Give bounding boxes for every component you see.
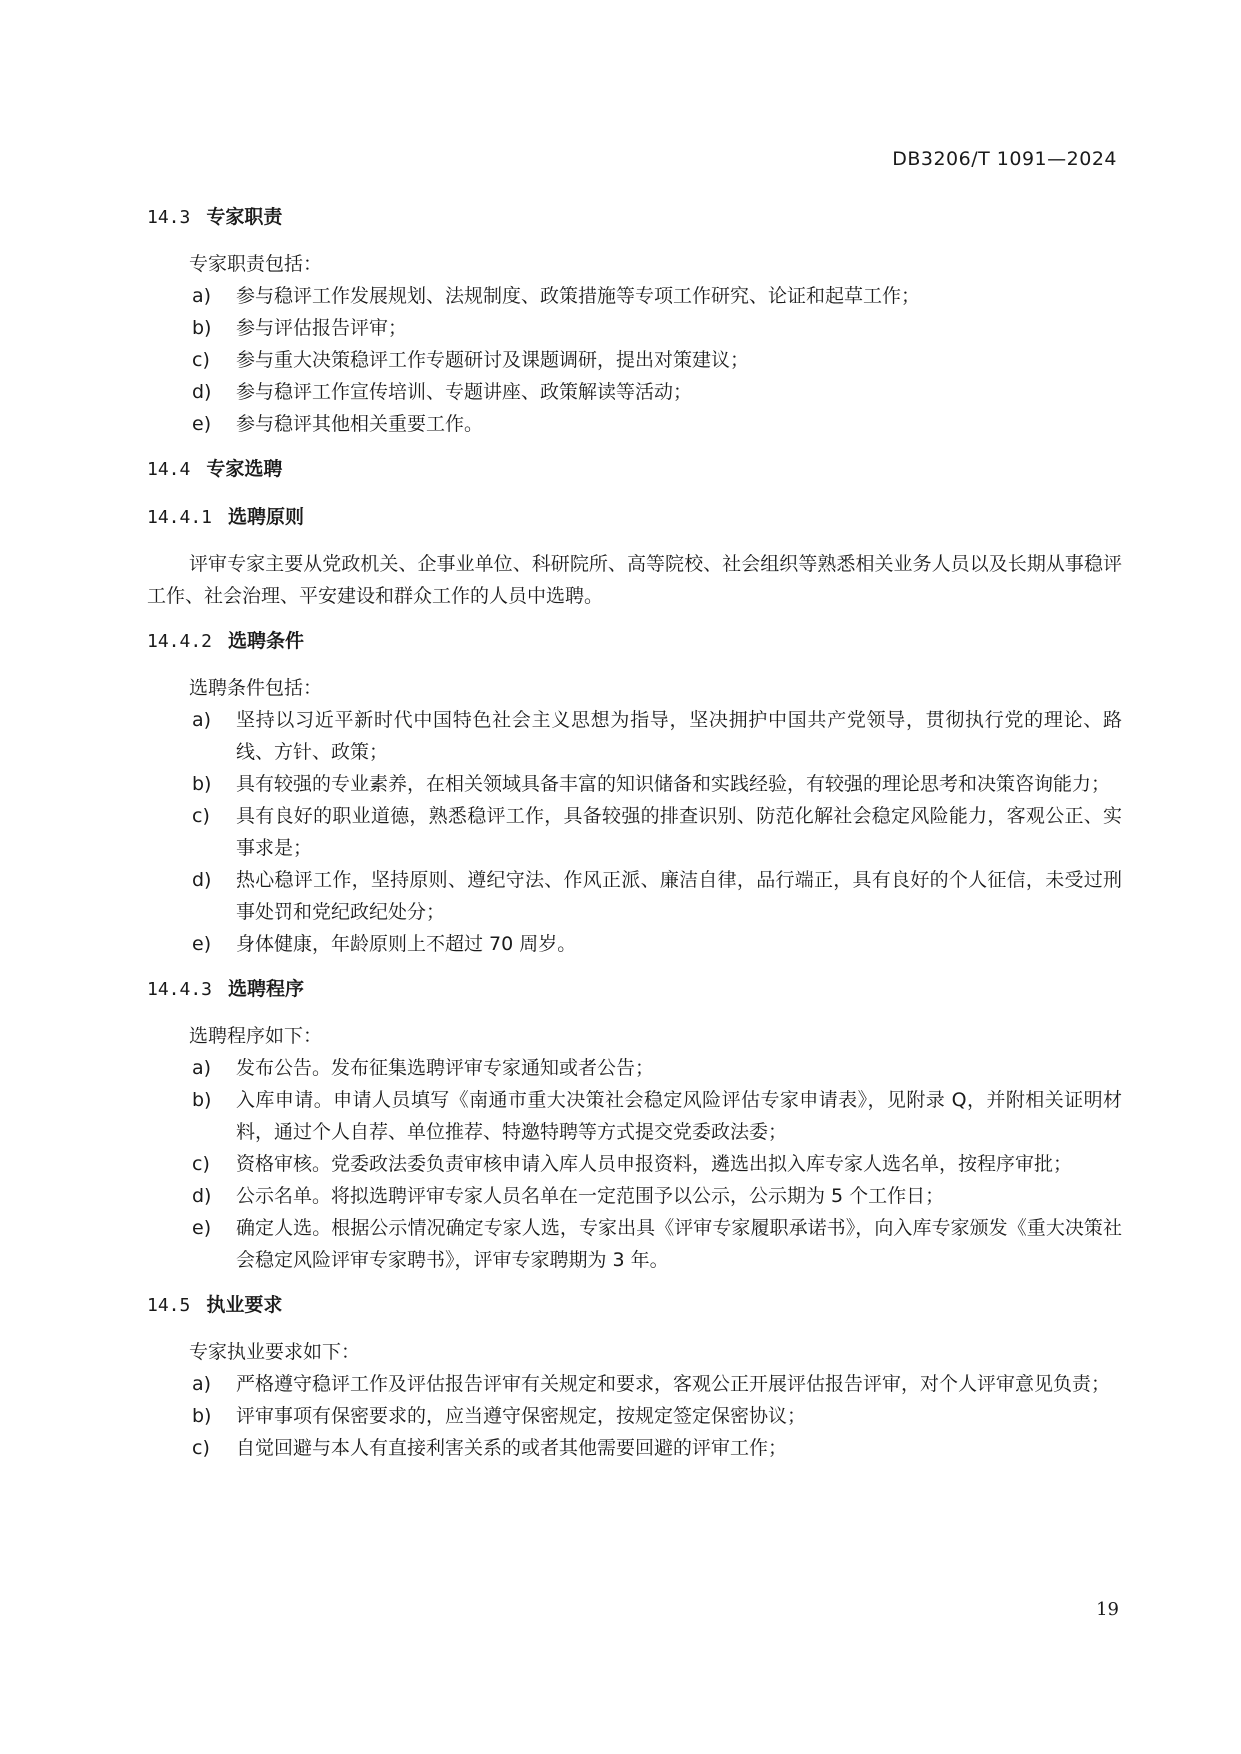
section-intro: 专家职责包括： [189,253,323,275]
list-text: 身体健康，年龄原则上不超过 70 周岁。 [236,933,577,955]
section-intro: 选聘程序如下： [189,1025,323,1047]
section-heading [147,452,1122,486]
list-marker: b) [192,317,212,339]
page-number: 19 [1096,1599,1119,1620]
list-text: 公示名单。将拟选聘评审专家人员名单在一定范围予以公示，公示期为 5 个工作日； [236,1185,945,1207]
list-marker: d) [192,869,212,891]
section-number: 14.3 [147,207,191,228]
section-heading [147,972,1122,1006]
list-text: 参与稳评其他相关重要工作。 [236,413,484,435]
list-item [147,864,1122,928]
list-item [147,1148,1122,1180]
list-marker: c) [192,1437,210,1459]
list-text: 参与评估报告评审； [236,317,408,339]
section-number: 14.5 [147,1295,191,1316]
list-item [147,704,1122,768]
section-14-4-2 [147,624,1122,960]
list-item [147,1180,1122,1212]
list-text: 严格遵守稳评工作及评估报告评审有关规定和要求，客观公正开展评估报告评审，对个人评审意见负责； [236,1373,1111,1395]
list-item [147,1212,1122,1276]
list-marker: a) [192,1057,212,1079]
list-item [147,1400,1122,1432]
section-heading [147,200,1122,234]
section-14-4 [147,452,1122,486]
list-marker: d) [192,381,212,403]
list-text: 热心稳评工作，坚持原则、遵纪守法、作风正派、廉洁自律，品行端正，具有良好的个人征信，未受过刑事处罚和党纪政纪处分； [236,869,1122,923]
list-text: 确定人选。根据公示情况确定专家人选，专家出具《评审专家履职承诺书》，向入库专家颁发《重大决策社会稳定风险评审专家聘书》，评审专家聘期为 3 年。 [236,1217,1122,1271]
list-item [147,1368,1122,1400]
section-title: 执业要求 [206,1294,283,1316]
document-code: DB3206/T 1091—2024 [892,148,1117,170]
list-marker: a) [192,709,212,731]
section-title: 选聘原则 [228,506,305,528]
list-text: 自觉回避与本人有直接利害关系的或者其他需要回避的评审工作； [236,1437,788,1459]
list-text: 参与稳评工作宣传培训、专题讲座、政策解读等活动； [236,381,693,403]
list-marker: e) [192,413,212,435]
section-paragraph: 评审专家主要从党政机关、企事业单位、科研院所、高等院校、社会组织等熟悉相关业务人员以及长期从事稳评工作、社会治理、平安建设和群众工作的人员中选聘。 [147,553,1122,607]
section-14-3 [147,200,1122,440]
list-text: 坚持以习近平新时代中国特色社会主义思想为指导，坚决拥护中国共产党领导，贯彻执行党的理论、路线、方针、政策； [236,709,1122,763]
list-marker: a) [192,1373,212,1395]
list-item [147,768,1122,800]
list-marker: c) [192,349,210,371]
document-body [147,200,1122,1476]
list-text: 评审事项有保密要求的，应当遵守保密规定，按规定签定保密协议； [236,1405,807,1427]
list-marker: c) [192,805,210,827]
section-title: 专家职责 [206,206,283,228]
list-item [147,800,1122,864]
section-heading [147,1288,1122,1322]
section-heading [147,500,1122,534]
section-intro: 专家执业要求如下： [189,1341,361,1363]
section-number: 14.4.1 [147,507,213,528]
list-item [147,1084,1122,1148]
list-text: 发布公告。发布征集选聘评审专家通知或者公告； [236,1057,655,1079]
section-14-5 [147,1288,1122,1464]
section-number: 14.4.2 [147,631,213,652]
list-item [147,1052,1122,1084]
list-text: 参与稳评工作发展规划、法规制度、政策措施等专项工作研究、论证和起草工作； [236,285,921,307]
list-marker: e) [192,1217,212,1239]
list-marker: a) [192,285,212,307]
section-title: 选聘程序 [228,978,305,1000]
list-item [147,312,1122,344]
section-number: 14.4.3 [147,979,213,1000]
list-marker: e) [192,933,212,955]
list-marker: b) [192,773,212,795]
list-marker: c) [192,1153,210,1175]
list-text: 具有较强的专业素养，在相关领域具备丰富的知识储备和实践经验，有较强的理论思考和决策咨询能力； [236,773,1111,795]
list-text: 入库申请。申请人员填写《南通市重大决策社会稳定风险评估专家申请表》，见附录 Q，并附相关证明材料，通过个人自荐、单位推荐、特邀特聘等方式提交党委政法委； [236,1089,1122,1143]
list-text: 参与重大决策稳评工作专题研讨及课题调研，提出对策建议； [236,349,750,371]
section-14-4-1 [147,500,1122,612]
list-item [147,344,1122,376]
list-item [147,408,1122,440]
list-marker: b) [192,1405,212,1427]
list-item [147,280,1122,312]
list-marker: d) [192,1185,212,1207]
section-title: 选聘条件 [228,630,305,652]
section-14-4-3 [147,972,1122,1276]
section-number: 14.4 [147,459,191,480]
list-item [147,928,1122,960]
list-text: 具有良好的职业道德，熟悉稳评工作，具备较强的排查识别、防范化解社会稳定风险能力，客观公正、实事求是； [236,805,1122,859]
list-marker: b) [192,1089,212,1111]
list-text: 资格审核。党委政法委负责审核申请入库人员申报资料，遴选出拟入库专家人选名单，按程序审批； [236,1153,1073,1175]
list-item [147,1432,1122,1464]
list-item [147,376,1122,408]
section-heading [147,624,1122,658]
section-title: 专家选聘 [206,458,283,480]
section-intro: 选聘条件包括： [189,677,323,699]
